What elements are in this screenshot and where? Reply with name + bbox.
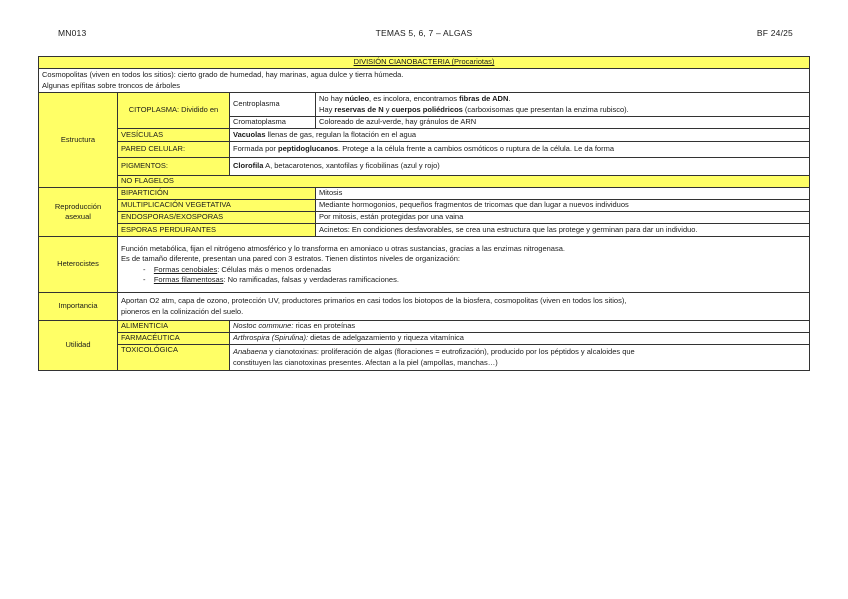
toxicologica-desc: Anabaena y cianotoxinas: proliferación de algas (floraciones = eutrofización), producido por los péptidos y alcaloides que constituyen las cianotoxinas presentes. Afectan a la piel (ampollas, manchas…) <box>230 345 810 371</box>
vesiculas-label: VESÍCULAS <box>118 129 230 142</box>
importancia-label: Importancia <box>39 293 118 321</box>
multiplicacion-desc: Mediante hormogonios, pequeños fragmentos de tricomas que dan lugar a nuevos individuos <box>316 200 810 212</box>
esporas-desc: Acinetos: En condiciones desfavorables, se crea una estructura que las protege y germinan para dar un individuo. <box>316 224 810 237</box>
pigmentos-label: PIGMENTOS: <box>118 158 230 176</box>
centroplasma-desc: No hay núcleo, es incolora, encontramos fibras de ADN. Hay reservas de N y cuerpos poliédricos (carboxisomas que presentan la enzima rubisco). <box>316 93 810 117</box>
heterocistes-label: Heterocistes <box>39 237 118 293</box>
endosporas-label: ENDOSPORAS/EXOSPORAS <box>118 212 316 224</box>
bullet-cenobiales: - Formas cenobiales: Células más o menos ordenadas <box>143 264 332 274</box>
farmaceutica-desc: Arthrospira (Spirulina): dietas de adelgazamiento y riqueza vitamínica <box>230 333 810 345</box>
intro-line-2: Algunas epífitas sobre troncos de árboles <box>42 80 180 90</box>
reproduccion-label: Reproducción asexual <box>39 188 118 237</box>
heterocistes-desc: Función metabólica, fijan el nitrógeno atmosférico y lo transforma en amoniaco u otras sustancias, gracias a las enzimas nitrogenasa. Es de tamaño diferente, presentan una pared con 3 estratos. Tienen distintos niveles de organización: - Formas cenobiales: Células más o menos ordenadas - Formas filamentosas: No ramificadas, falsas y verdaderas ramificaciones. <box>118 237 810 293</box>
citoplasma-label: CITOPLASMA: Dividido en <box>118 93 230 129</box>
bullet-filamentosas: - Formas filamentosas: No ramificadas, falsas y verdaderas ramificaciones. <box>143 275 399 284</box>
biparticion-label: BIPARTICIÓN <box>118 188 316 200</box>
no-flagelos: NO FLAGELOS <box>118 176 810 188</box>
esporas-label: ESPORAS PERDURANTES <box>118 224 316 237</box>
alimenticia-desc: Nostoc commune: ricas en proteínas <box>230 321 810 333</box>
centroplasma-label: Centroplasma <box>230 93 316 117</box>
biparticion-desc: Mitosis <box>316 188 810 200</box>
header-code: MN013 <box>58 28 87 38</box>
utilidad-label: Utilidad <box>39 321 118 371</box>
cromatoplasma-label: Cromatoplasma <box>230 117 316 129</box>
cromatoplasma-desc: Coloreado de azul-verde, hay gránulos de ARN <box>316 117 810 129</box>
alimenticia-label: ALIMENTICIA <box>118 321 230 333</box>
toxicologica-label: TOXICOLÓGICA <box>118 345 230 371</box>
intro-cell <box>39 69 810 93</box>
vesiculas-desc: Vacuolas llenas de gas, regulan la flotación en el agua <box>230 129 810 142</box>
pigmentos-desc: Clorofila A, betacarotenos, xantofilas y ficobilinas (azul y rojo) <box>230 158 810 176</box>
estructura-label: Estructura <box>39 93 118 188</box>
importancia-desc: Aportan O2 atm, capa de ozono, protección UV, productores primarios en casi todos los biotopos de la biosfera, cosmopolitas (viven en todos los sitios), pioneros en la colinización del suelo. <box>118 293 810 321</box>
multiplicacion-label: MULTIPLICACIÓN VEGETATIVA <box>118 200 316 212</box>
cyanobacteria-table <box>38 56 810 371</box>
endosporas-desc: Por mitosis, están protegidas por una vaina <box>316 212 810 224</box>
farmaceutica-label: FARMACÉUTICA <box>118 333 230 345</box>
intro-line-1: Cosmopolitas (viven en todos los sitios): cierto grado de humedad, hay marinas, agua dulce y tierra húmeda. <box>42 70 404 79</box>
pared-desc: Formada por peptidoglucanos. Protege a la célula frente a cambios osmóticos o ruptura de la célula. Le da forma <box>230 142 810 158</box>
header-course: BF 24/25 <box>756 28 793 38</box>
header-title: TEMAS 5, 6, 7 – ALGAS <box>375 28 473 38</box>
table-title: DIVISIÓN CIANOBACTERIA (Procariotas) <box>39 57 810 69</box>
pared-label: PARED CELULAR: <box>118 142 230 158</box>
